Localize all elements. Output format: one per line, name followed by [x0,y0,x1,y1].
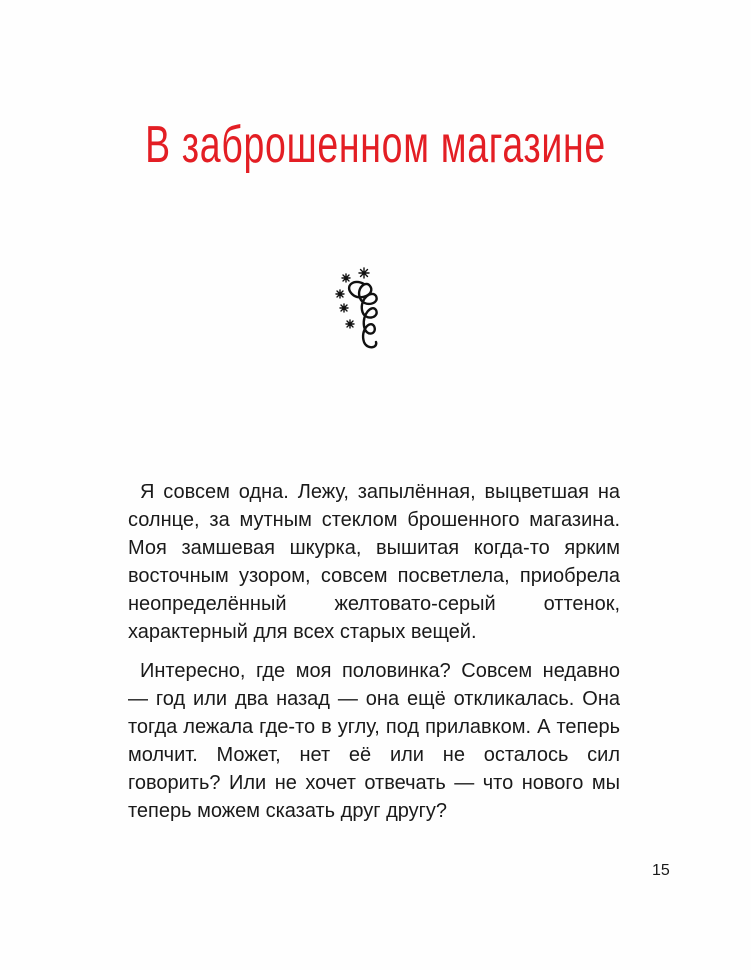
chapter-title: В заброшенном магазине [145,116,606,174]
flourish-snowflake-icon [330,264,390,356]
page-number: 15 [652,862,670,879]
paragraph: Интересно, где моя половинка? Совсем недавно — год или два назад — она ещё откликалась. Она тогда лежала где-то в углу, под прилавком. А теперь молчит. Может, нет её или не осталось сил говорить? Или не хочет отвечать — что нового мы теперь можем сказать друг другу? [128,660,620,822]
body-text [128,478,620,836]
paragraph: Я совсем одна. Лежу, запылённая, выцветшая на солнце, за мутным стеклом брошенного магазина. Моя замшевая шкурка, вышитая когда-то ярким восточным узором, совсем посветлела, приобрела неопределённый желтовато-серый оттенок, характерный для всех старых вещей. [128,481,620,643]
